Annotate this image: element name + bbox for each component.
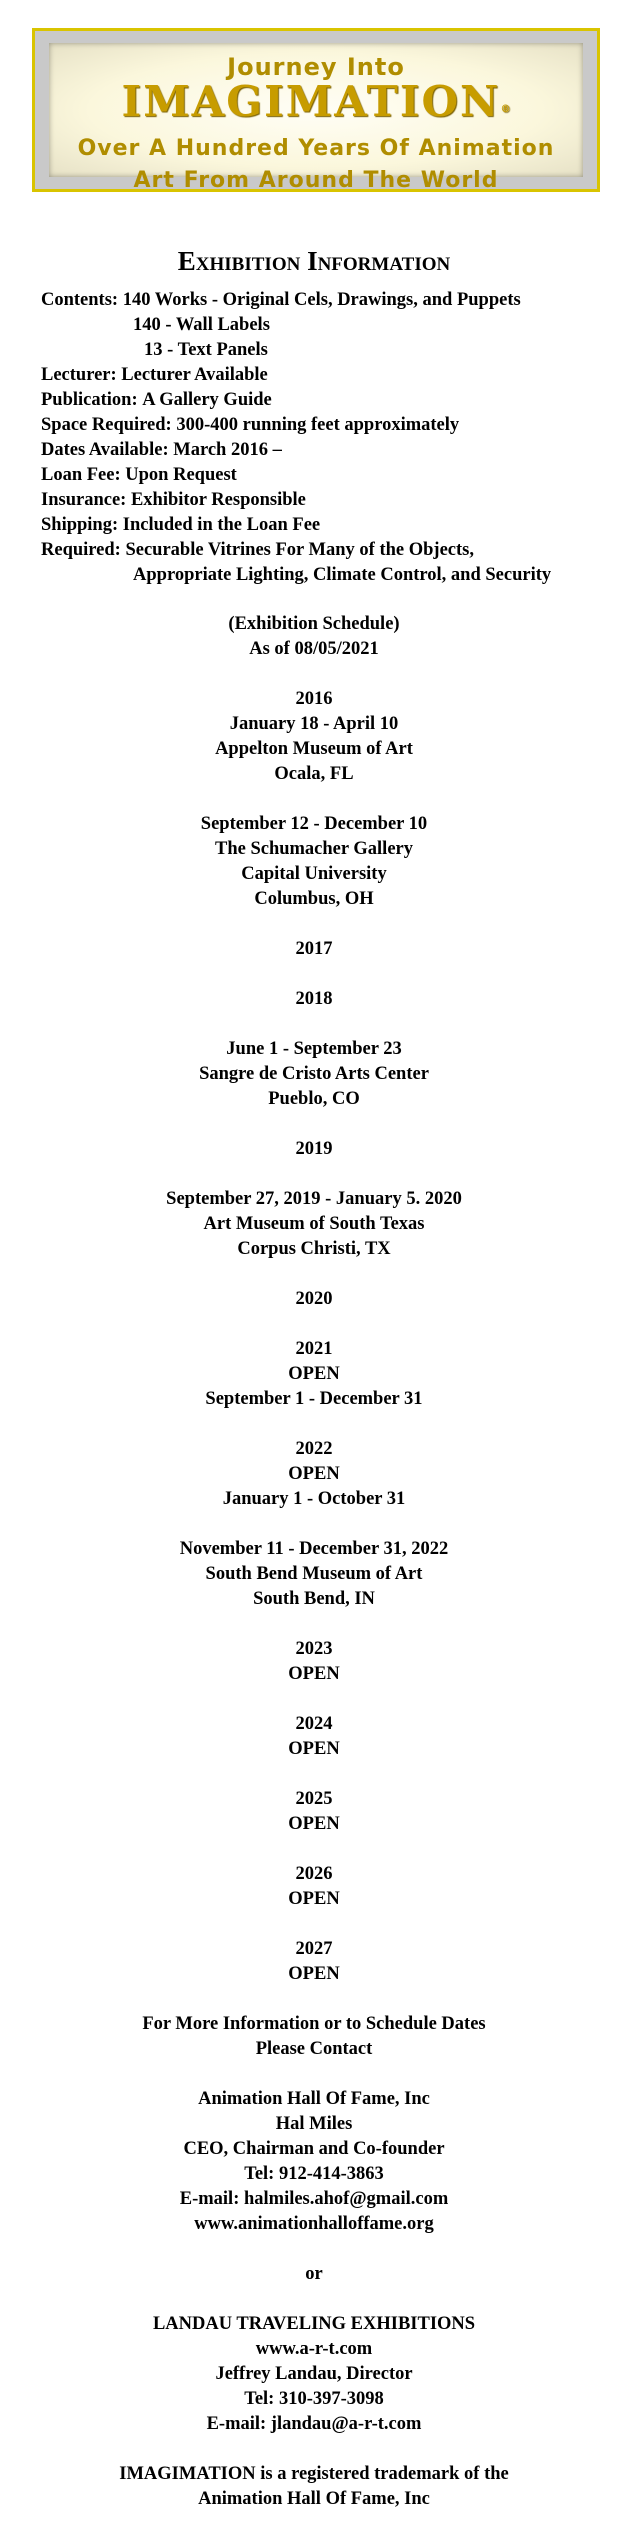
info-contents (41, 288, 551, 313)
trademark-notice: Animation Hall Of Fame, Inc (198, 2489, 430, 2509)
schedule-venue: South Bend Museum of Art (205, 1564, 423, 1584)
info-label: Required: (41, 540, 126, 560)
contact-name: Jeffrey Landau, Director (215, 2364, 413, 2384)
contact-intro: For More Information or to Schedule Dates (142, 2014, 486, 2034)
info-contents-line3: 13 - Text Panels (144, 340, 268, 360)
schedule-venue: Art Museum of South Texas (203, 1214, 425, 1234)
schedule-city: Ocala, FL (274, 764, 354, 784)
contact-phone: Tel: 310-397-3098 (244, 2389, 384, 2409)
trademark-notice: IMAGIMATION is a registered trademark of the (119, 2464, 509, 2484)
info-label: Space Required: (41, 415, 177, 435)
schedule-dates: June 1 - September 23 (226, 1039, 402, 1059)
info-publication (41, 388, 551, 413)
schedule-venue: Appelton Museum of Art (215, 739, 413, 759)
info-value: Included in the Loan Fee (122, 515, 321, 535)
schedule-dates: November 11 - December 31, 2022 (179, 1539, 449, 1559)
contact-website[interactable]: www.a-r-t.com (255, 2339, 373, 2359)
contact-phone: Tel: 912-414-3863 (244, 2164, 384, 2184)
info-value: Upon Request (125, 465, 237, 485)
info-value: 300-400 running feet approximately (176, 415, 460, 435)
open-status: OPEN (288, 1464, 340, 1484)
contact-title: CEO, Chairman and Co-founder (183, 2139, 445, 2159)
banner-tagline (49, 133, 583, 197)
schedule-venue: Sangre de Cristo Arts Center (199, 1064, 429, 1084)
banner-title (49, 77, 583, 126)
info-label: Loan Fee: (41, 465, 126, 485)
info-label: Shipping: (41, 515, 123, 535)
info-shipping (41, 513, 551, 538)
info-value: A Gallery Guide (142, 390, 272, 410)
info-loan-fee (41, 463, 551, 488)
year-heading: 2024 (295, 1714, 333, 1734)
banner-subtitle: Journey Into (227, 53, 405, 81)
info-lecturer (41, 363, 551, 388)
schedule-city: South Bend, IN (253, 1589, 375, 1609)
year-heading: 2018 (295, 989, 333, 1009)
info-label: Insurance: (41, 490, 131, 510)
open-status: OPEN (288, 1739, 340, 1759)
contact-organization: Animation Hall Of Fame, Inc (198, 2089, 430, 2109)
banner-tagline-line2: Art From Around The World (133, 168, 499, 193)
info-required-line2: Appropriate Lighting, Climate Control, and Security (133, 565, 552, 585)
year-heading: 2016 (295, 689, 333, 709)
trademark-symbol: ® (500, 104, 511, 115)
year-heading: 2023 (295, 1639, 333, 1659)
schedule-dates: September 12 - December 10 (200, 814, 428, 834)
info-value: Exhibitor Responsible (130, 490, 306, 510)
info-value: 140 Works - Original Cels, Drawings, and Puppets (122, 290, 521, 310)
schedule-dates: January 18 - April 10 (229, 714, 399, 734)
schedule-venue: The Schumacher Gallery (214, 839, 413, 859)
info-value: Lecturer Available (121, 365, 268, 385)
open-status: OPEN (288, 1664, 340, 1684)
contact-website[interactable]: www.animationhalloffame.org (194, 2214, 434, 2234)
open-status: OPEN (288, 1889, 340, 1909)
info-value: March 2016 – (173, 440, 282, 460)
year-heading: 2020 (295, 1289, 333, 1309)
contact-name: Hal Miles (275, 2114, 353, 2134)
page-title: Exhibition Information (177, 246, 451, 276)
open-status: OPEN (288, 1364, 340, 1384)
year-heading: 2027 (295, 1939, 333, 1959)
year-heading: 2026 (295, 1864, 333, 1884)
contact-intro: Please Contact (255, 2039, 373, 2059)
year-heading: 2025 (295, 1789, 333, 1809)
info-contents-line2: 140 - Wall Labels (133, 315, 270, 335)
info-label: Publication: (41, 390, 143, 410)
info-value: Securable Vitrines For Many of the Objects, (125, 540, 474, 560)
contact-email[interactable]: E-mail: jlandau@a-r-t.com (206, 2414, 422, 2434)
schedule-city: Corpus Christi, TX (237, 1239, 391, 1259)
schedule-venue: Capital University (241, 864, 387, 884)
info-dates (41, 438, 551, 463)
year-heading: 2017 (295, 939, 333, 959)
year-heading: 2022 (295, 1439, 333, 1459)
schedule-dates: September 27, 2019 - January 5. 2020 (166, 1189, 462, 1209)
contact-email[interactable]: E-mail: halmiles.ahof@gmail.com (179, 2189, 449, 2209)
schedule-date: As of 08/05/2021 (249, 639, 379, 659)
info-space (41, 413, 551, 438)
info-insurance (41, 488, 551, 513)
contact-organization: LANDAU TRAVELING EXHIBITIONS (152, 2314, 476, 2334)
info-label: Contents: (41, 290, 123, 310)
banner-tagline-line1: Over A Hundred Years Of Animation (77, 136, 555, 161)
schedule-dates: September 1 - December 31 (205, 1389, 423, 1409)
schedule-title: (Exhibition Schedule) (228, 614, 400, 634)
year-heading: 2019 (295, 1139, 333, 1159)
info-label: Lecturer: (41, 365, 122, 385)
exhibition-info-list (41, 288, 551, 588)
info-required (41, 538, 551, 563)
schedule-city: Pueblo, CO (268, 1089, 360, 1109)
open-status: OPEN (288, 1964, 340, 1984)
exhibition-banner (32, 28, 600, 192)
info-label: Dates Available: (41, 440, 174, 460)
exhibition-schedule (0, 612, 628, 2512)
banner-title-text: IMAGIMATION (121, 77, 501, 126)
contact-or: or (305, 2264, 323, 2284)
schedule-dates: January 1 - October 31 (222, 1489, 406, 1509)
open-status: OPEN (288, 1814, 340, 1834)
year-heading: 2021 (295, 1339, 333, 1359)
schedule-city: Columbus, OH (254, 889, 374, 909)
banner-panel (49, 43, 583, 193)
